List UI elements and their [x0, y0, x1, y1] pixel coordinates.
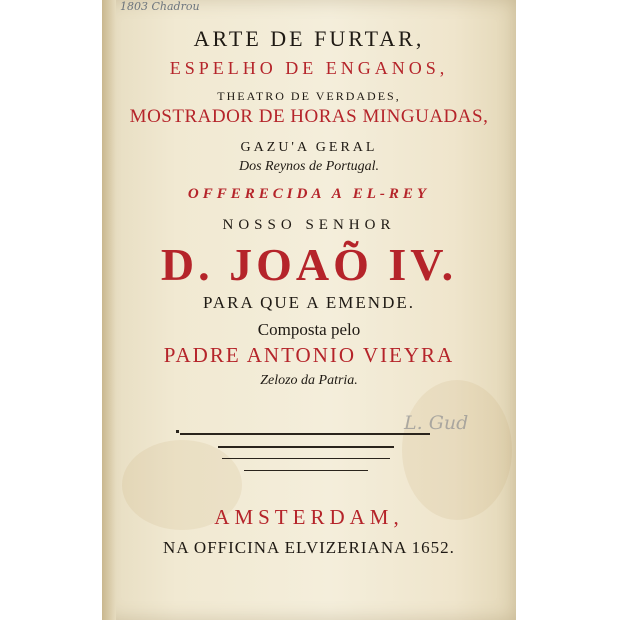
title-page [102, 0, 516, 620]
imprint-city: AMSTERDAM, [214, 505, 404, 529]
ornamental-rule [218, 446, 394, 448]
title-line-5: GAZU'A GERAL [240, 140, 378, 155]
title-line-11: Composta pelo [257, 320, 361, 339]
title-line-13: Zelozo da Patria. [260, 373, 358, 388]
title-line-6: Dos Reynos de Portugal. [239, 159, 379, 174]
paper-stain [402, 380, 512, 520]
title-line-2: ESPELHO DE ENGANOS, [169, 58, 449, 78]
title-line-1: ARTE DE FURTAR, [193, 26, 425, 51]
ornamental-dot [176, 430, 179, 433]
ornamental-rule [222, 458, 390, 459]
title-line-10: PARA QUE A EMENDE. [202, 293, 415, 312]
title-line-8: NOSSO SENHOR [222, 217, 396, 233]
king-name: D. JOAÕ IV. [160, 239, 458, 290]
title-line-4: MOSTRADOR DE HORAS MINGUADAS, [129, 106, 489, 127]
dedication-line: OFFERECIDA A EL-REY [187, 186, 431, 202]
ornamental-rule [180, 433, 430, 435]
author-name: PADRE ANTONIO VIEYRA [163, 343, 455, 367]
handwritten-note-top: 1803 Chadrou [120, 0, 200, 13]
ornamental-rule [244, 470, 368, 471]
imprint-printer: NA OFFICINA ELVIZERIANA 1652. [163, 538, 455, 557]
title-line-3: THEATRO DE VERDADES, [217, 89, 401, 103]
handwritten-note-margin: L. Gud [404, 412, 469, 434]
